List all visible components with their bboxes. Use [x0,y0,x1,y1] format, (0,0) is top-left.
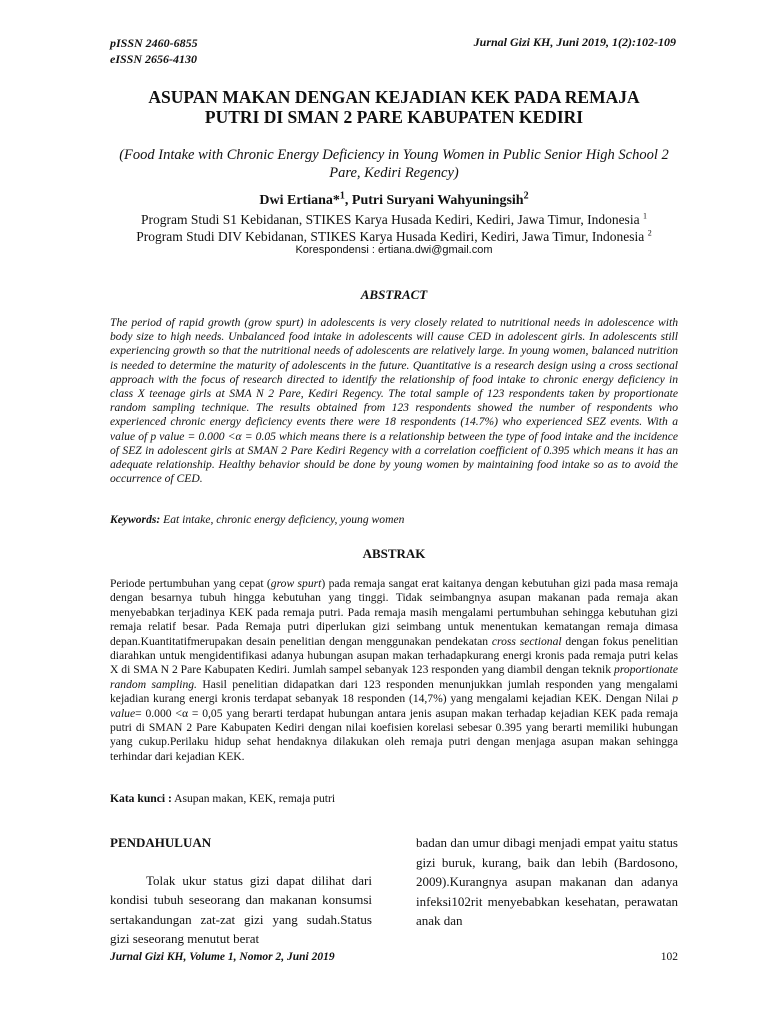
abstract-heading: ABSTRACT [360,287,428,302]
author-2-affiliation-mark: 2 [523,190,529,202]
abstrak-text-5: = 0.000 <α = 0,05 yang berarti terdapat hubungan antara jenis asupan makan terhadap kejadian KEK pada remaja putri di SMAN 2 Pare Kabupaten Kediri dengan nilai koefisien korelasi sebesar 0.395 yang berarti memiliki hubungan yang cukup.Perilaku hidup sehat hendaknya dilakukan oleh remaja putri dengan menjaga asupan makan sehingga terhindar dari kejadian KEK. [110,706,678,763]
eissn: eISSN 2656-4130 [110,52,198,66]
affiliation-1-mark: 1 [642,211,647,221]
page-number: 102 [660,951,678,963]
journal-reference: Jurnal Gizi KH, Juni 2019, 1(2):102-109 [473,35,676,49]
abstrak-italic-4: p value [110,692,678,720]
kata-kunci-text: Asupan makan, KEK, remaja putri [171,792,336,805]
keywords [110,513,678,526]
affiliation-2-mark: 2 [647,228,652,238]
kata-kunci [110,792,678,805]
affiliation-2 [100,228,688,245]
abstrak-text-1: Periode pertumbuhan yang cepat ( [110,577,271,590]
section-heading-pendahuluan: PENDAHULUAN [110,835,212,850]
abstrak-heading: ABSTRAK [362,546,426,561]
intro-paragraph-right: badan dan umur dibagi menjadi empat yaitu status gizi buruk, kurang, baik dan lebih (Bardosono, 2009).Kurangnya asupan makanan dan adanya infeksi102rit menyebabkan kesehatan, perawatan anak dan [416,835,678,928]
title-line-2: PUTRI DI SMAN 2 PARE KABUPATEN KEDIRI [204,107,584,127]
author-list [100,190,688,209]
author-1-affiliation-mark: 1 [339,190,345,202]
pissn: pISSN 2460-6855 [110,36,198,50]
abstrak-italic-1: grow spurt [270,577,322,590]
abstrak-italic-3: proportionate random sampling. [110,663,678,691]
author-1: Dwi Ertiana* [259,193,340,208]
abstract-body: The period of rapid growth (grow spurt) in adolescents is very closely related to nutritional needs in adolescence with body size to high needs. Unbalanced food intake in adolescents will cause CED in adolescent girls. In adolescents still experiencing growth so that the nutritional needs of adolescents are relatively large. In young women, balanced nutrition is needed to determine the maturity of adolescents in the future. Quantitative is a research design using a cross sectional approach with the focus of research directed to identify the relationship of food intake to chronic energy deficiency in class X teenage girls at SMA N 2 Pare, Kediri Regency. The total sample of 123 respondents taken by proportionate random sampling technique. The results obtained from 123 respondents showed the number of respondents who experienced chronic energy deficiency events there were 18 respondents (14.7%) who experienced SEZ events. With a value of p value = 0.000 <α = 0.05 which means there is a relationship between the type of food intake and the incidence of SEZ in adolescent girls at SMAN 2 Pare Kediri Regency with a correlation coefficient of 0.395 which means it has an adequate relationship. Healthy behavior should be done by young women by maintaining food intake so as to avoid the occurrence of CED. [110,316,678,486]
intro-right-column [416,833,678,931]
abstrak-italic-2: cross sectional [491,634,562,648]
english-title: (Food Intake with Chronic Energy Deficiency in Young Women in Public Senior High School 2 Pare, Kediri Regency) [119,147,669,181]
abstrak-body [110,577,678,764]
article-title [100,87,688,127]
abstrak-text-3: dengan fokus penelitian diarahkan untuk mengidentifikasi adanya hubungan asupan makan terhadapkurang energi kronis pada remaja putri kelas X di SMA N 2 Pare Kabupaten Kediri. Jumlah sampel sebanyak 123 responden yang diambil dengan teknik [110,634,679,677]
abstrak-text-4: Hasil penelitian didapatkan dari 123 responden menunjukkan jumlah responden yang mengalami kejadian kurang energi kronis terdapat sebanyak 18 responden (14,7%) yang mengalami kejadian KEK. Dengan Nilai [110,677,678,706]
keywords-label: Keywords: [110,513,161,526]
intro-paragraph-left: Tolak ukur status gizi dapat dilihat dari kondisi tubuh seseorang dan makanan konsumsi sertakandungan zat-zat gizi yang sudah.Status gizi seseorang menutut berat [110,872,372,946]
issn-block [110,35,198,67]
correspondence-email: Korespondensi : ertiana.dwi@gmail.com [295,244,493,256]
footer-journal: Jurnal Gizi KH, Volume 1, Nomor 2, Juni 2019 [110,951,335,963]
affiliation-1 [100,211,688,228]
affiliation-1-text: Program Studi S1 Kebidanan, STIKES Karya Husada Kediri, Kediri, Jawa Timur, Indonesia [141,212,643,227]
author-separator: , [344,193,352,208]
author-2: Putri Suryani Wahyuningsih [351,193,524,208]
keywords-text: Eat intake, chronic energy deficiency, young women [160,513,405,526]
abstrak-text-2: ) pada remaja sangat erat kaitanya dengan kebutuhan gizi pada masa remaja dengan besarnya tubuh hingga kebutuhan yang tinggi. Tidak seimbangnya asupan makanan pada remaja akan menyebabkan terjadinya KEK pada remaja putri. Pada remaja masih mengalami pertumbuhan sehingga kebutuhan gizi remaja relatif besar. Pada Remaja putri diperlukan gizi seimbang untuk menentukan kematangan remaja dimasa depan.Kuantitatifmerupakan desain penelitian dengan menggunakan pendekatan [110,577,678,648]
affiliation-2-text: Program Studi DIV Kebidanan, STIKES Karya Husada Kediri, Kediri, Jawa Timur, Indonesia [136,229,648,244]
kata-kunci-label: Kata kunci : [110,792,172,805]
title-line-1: ASUPAN MAKAN DENGAN KEJADIAN KEK PADA REMAJA [148,87,640,107]
intro-left-column [110,833,372,949]
